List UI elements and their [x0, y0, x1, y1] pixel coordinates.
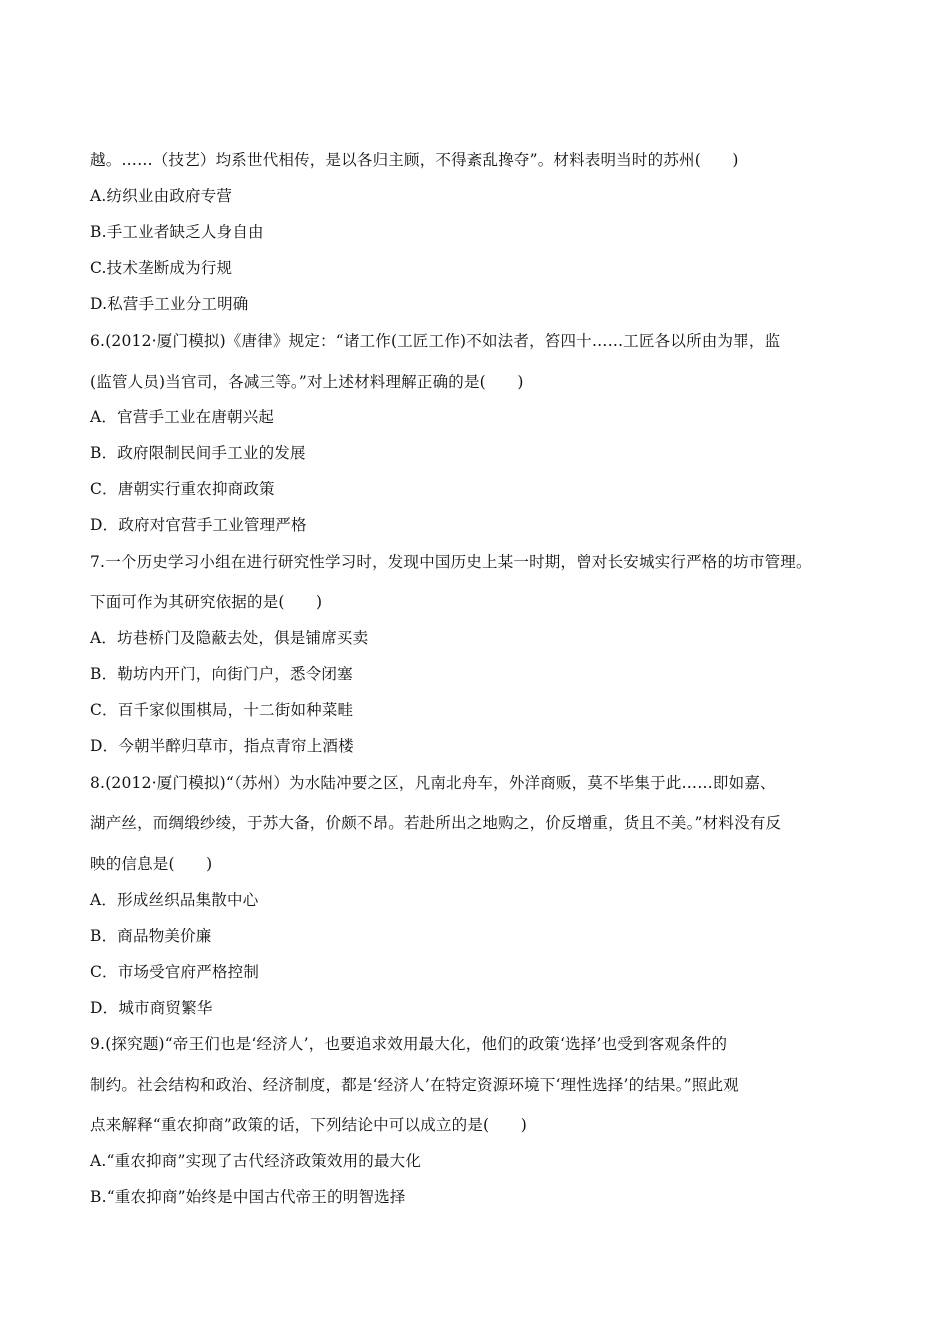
- q7-option-a: A．坊巷桥门及隐蔽去处，俱是铺席买卖: [90, 629, 369, 647]
- q6-option-d: D．政府对官营手工业管理严格: [90, 516, 307, 534]
- q8-option-d: D．城市商贸繁华: [90, 999, 213, 1017]
- q6-stem-line-1: 6.(2012·厦门模拟)《唐律》规定：“诸工作(工匠工作)不如法者，笞四十……工匠各以所由为罪，监: [90, 332, 781, 350]
- q8-stem-line-2: 湖产丝，而绸缎纱绫，于苏大备，价颇不昂。若赴所出之地购之，价反增重，货且不美。”材料没有反: [90, 814, 782, 832]
- q6-option-c: C．唐朝实行重农抑商政策: [90, 480, 275, 498]
- q6-option-b: B．政府限制民间手工业的发展: [90, 444, 306, 462]
- q9-option-b: B.“重农抑商”始终是中国古代帝王的明智选择: [90, 1188, 406, 1206]
- q6-option-a: A．官营手工业在唐朝兴起: [90, 408, 275, 426]
- q7-option-c: C．百千家似围棋局，十二街如种菜畦: [90, 701, 354, 719]
- q5-option-d: D.私营手工业分工明确: [90, 295, 249, 313]
- q7-option-d: D．今朝半醉归草市，指点青帘上酒楼: [90, 737, 354, 755]
- q8-stem-line-1: 8.(2012·厦门模拟)“（苏州）为水陆冲要之区，凡南北舟车，外洋商贩，莫不毕集于此……即如嘉、: [90, 774, 776, 792]
- q8-option-c: C．市场受官府严格控制: [90, 963, 260, 981]
- q5-option-c: C.技术垄断成为行规: [90, 259, 233, 277]
- q9-option-a: A.“重农抑商”实现了古代经济政策效用的最大化: [90, 1152, 422, 1170]
- q7-option-b: B．勒坊内开门，向街门户，悉令闭塞: [90, 665, 353, 683]
- q9-stem-line-1: 9.(探究题)“帝王们也是‘经济人’，也要追求效用最大化，他们的政策‘选择’也受到客观条件的: [90, 1035, 728, 1053]
- q9-stem-line-2: 制约。社会结构和政治、经济制度，都是‘经济人’在特定资源环境下‘理性选择’的结果。”照此观: [90, 1076, 739, 1094]
- q8-option-b: B．商品物美价廉: [90, 927, 212, 945]
- q5-option-b: B.手工业者缺乏人身自由: [90, 223, 264, 241]
- q9-stem-line-3: 点来解释“重农抑商”政策的话，下列结论中可以成立的是( ): [90, 1116, 527, 1134]
- q6-stem-line-2: (监管人员)当官司，各减三等。”对上述材料理解正确的是( ): [90, 373, 524, 391]
- q8-stem-line-3: 映的信息是( ): [90, 855, 213, 873]
- q7-stem-line-1: 7.一个历史学习小组在进行研究性学习时，发现中国历史上某一时期，曾对长安城实行严格的坊市管理。: [90, 553, 812, 571]
- q7-stem-line-2: 下面可作为其研究依据的是( ): [90, 593, 323, 611]
- q5-stem-line: 越。……（技艺）均系世代相传，是以各归主顾，不得紊乱搀夺”。材料表明当时的苏州( ): [90, 151, 739, 169]
- q8-option-a: A．形成丝织品集散中心: [90, 891, 259, 909]
- q5-option-a: A.纺织业由政府专营: [90, 187, 233, 205]
